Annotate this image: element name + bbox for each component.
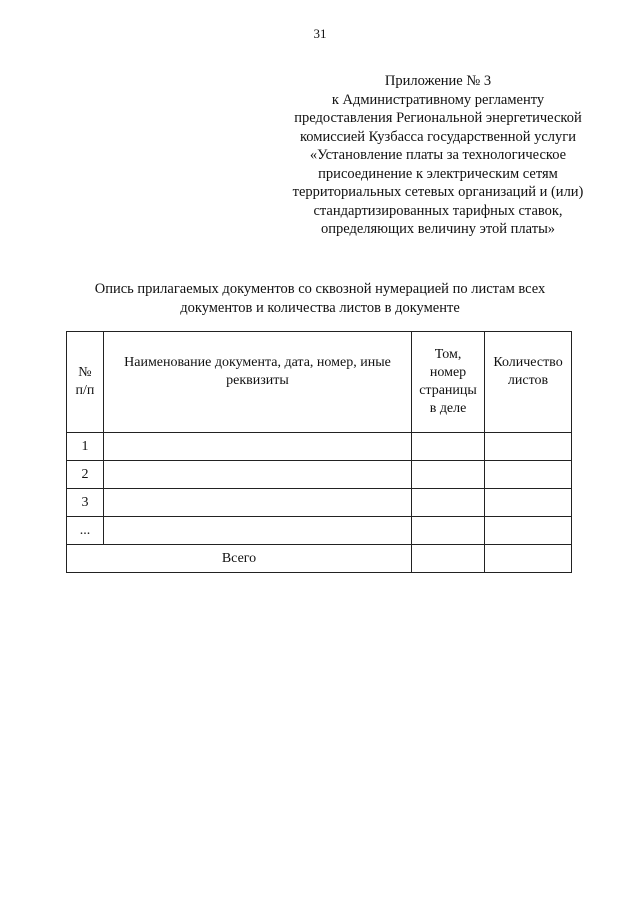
- appendix-line: стандартизированных тарифных ставок,: [313, 202, 563, 219]
- document-title-line: документов и количества листов в документе: [180, 299, 460, 316]
- document-title-line: Опись прилагаемых документов со сквозной нумерацией по листам всех: [94, 281, 546, 297]
- appendix-line: «Установление платы за технологическое: [309, 147, 567, 163]
- header-volume-line: Том,: [434, 347, 462, 362]
- row-count-cell[interactable]: [485, 517, 572, 545]
- appendix-line: Приложение № 3: [384, 73, 492, 89]
- row-volume-cell[interactable]: [412, 489, 485, 517]
- row-name-cell[interactable]: [103, 461, 411, 489]
- row-volume-cell[interactable]: [412, 433, 485, 461]
- total-label: Всего: [67, 545, 412, 573]
- total-count-cell[interactable]: [485, 545, 572, 573]
- header-name-line: реквизиты: [226, 373, 289, 388]
- appendix-line: предоставления Региональной энергетической: [294, 110, 582, 126]
- appendix-line: территориальных сетевых организаций и (или): [292, 184, 584, 200]
- header-volume-line: в деле: [429, 401, 467, 416]
- appendix-line: присоединение к электрическим сетям: [318, 165, 558, 182]
- header-name-line: Наименование документа, дата, номер, иные: [124, 355, 391, 370]
- row-count-cell[interactable]: [485, 461, 572, 489]
- row-count-cell[interactable]: [485, 489, 572, 517]
- header-name: [103, 332, 411, 433]
- header-num-line: №: [78, 365, 92, 380]
- row-volume-cell[interactable]: [412, 517, 485, 545]
- header-volume-line: номер: [429, 365, 467, 380]
- table-header-row: [67, 332, 572, 433]
- appendix-header: [268, 72, 608, 239]
- header-count-line: Количество: [493, 355, 563, 370]
- header-count-line: листов: [507, 373, 549, 388]
- header-volume: [412, 332, 485, 433]
- row-volume-cell[interactable]: [412, 461, 485, 489]
- row-num: 1: [67, 433, 104, 461]
- row-num: 2: [67, 461, 104, 489]
- row-name-cell[interactable]: [103, 489, 411, 517]
- appendix-line: комиссией Кузбасса государственной услуги: [300, 128, 576, 145]
- table-row: [67, 489, 572, 517]
- row-num: 3: [67, 489, 104, 517]
- header-volume-line: страницы: [419, 383, 477, 398]
- document-title: [60, 280, 580, 317]
- page-number: 31: [313, 26, 327, 41]
- row-num: ...: [67, 517, 104, 545]
- appendix-line: к Административному регламенту: [331, 91, 545, 108]
- header-num-line: п/п: [75, 383, 95, 398]
- appendix-line: определяющих величину этой платы»: [320, 221, 556, 237]
- table-total-row: [67, 545, 572, 573]
- table-row: [67, 433, 572, 461]
- row-name-cell[interactable]: [103, 517, 411, 545]
- table-row: [67, 517, 572, 545]
- header-count: [485, 332, 572, 433]
- row-count-cell[interactable]: [485, 433, 572, 461]
- total-volume-cell[interactable]: [412, 545, 485, 573]
- row-name-cell[interactable]: [103, 433, 411, 461]
- header-num: [67, 332, 104, 433]
- table-row: [67, 461, 572, 489]
- inventory-table: [66, 331, 572, 573]
